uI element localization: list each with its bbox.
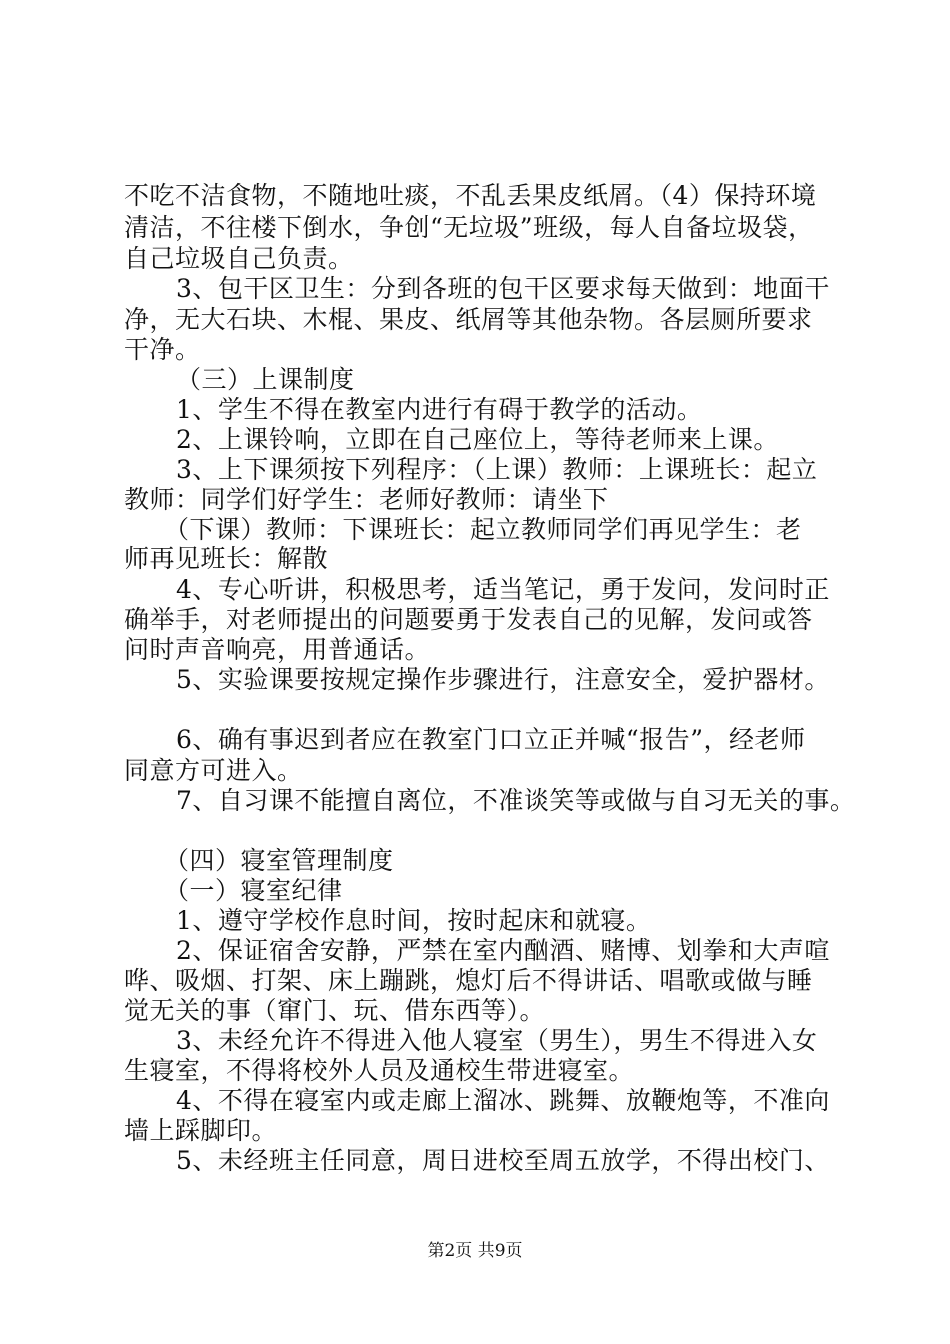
text-line: 生寝室，不得将校外人员及通校生带进寝室。 — [124, 1056, 635, 1085]
text-line: 2、保证宿舍安静，严禁在室内酗酒、赌博、划拳和大声喧 — [176, 936, 830, 965]
text-line: 师再见班长：解散 — [124, 544, 329, 573]
text-line: 2、上课铃响，立即在自己座位上，等待老师来上课。 — [176, 425, 779, 454]
text-line: 清洁，不往楼下倒水，争创“无垃圾”班级，每人自备垃圾袋， — [124, 213, 814, 242]
text-line: 5、实验课要按规定操作步骤进行，注意安全，爱护器材。 — [176, 665, 830, 694]
section-heading: （三）上课制度 — [176, 365, 355, 394]
text-line: 1、遵守学校作息时间，按时起床和就寝。 — [176, 906, 652, 935]
section-heading: （四）寝室管理制度 — [164, 846, 394, 875]
subsection-heading: （一）寝室纪律 — [164, 876, 343, 905]
text-line: 5、未经班主任同意，周日进校至周五放学，不得出校门、 — [176, 1146, 830, 1175]
text-line: 4、专心听讲，积极思考，适当笔记，勇于发问，发问时正 — [176, 575, 830, 604]
text-line: 觉无关的事（窜门、玩、借东西等）。 — [124, 996, 546, 1025]
page-footer: 第2页 共9页 — [427, 1241, 523, 1261]
text-line: 同意方可进入。 — [124, 756, 303, 785]
text-line: 净，无大石块、木棍、果皮、纸屑等其他杂物。各层厕所要求 — [124, 305, 813, 334]
text-line: 3、包干区卫生：分到各班的包干区要求每天做到：地面干 — [176, 274, 830, 303]
text-line: 确举手，对老师提出的问题要勇于发表自己的见解，发问或答 — [124, 605, 813, 634]
text-line: 问时声音响亮，用普通话。 — [124, 635, 431, 664]
text-line: 自己垃圾自己负责。 — [124, 244, 354, 273]
text-line: 6、确有事迟到者应在教室门口立正并喊“报告”，经老师 — [176, 725, 806, 754]
text-line: 4、不得在寝室内或走廊上溜冰、跳舞、放鞭炮等，不准向 — [176, 1086, 830, 1115]
text-line: 墙上踩脚印。 — [124, 1116, 278, 1145]
text-line: 干净。 — [124, 335, 201, 364]
text-line: 3、上下课须按下列程序：（上课）教师：上课班长：起立 — [176, 455, 818, 484]
text-line: （下课）教师：下课班长：起立教师同学们再见学生：老 — [164, 515, 802, 544]
text-line: 哗、吸烟、打架、床上蹦跳，熄灯后不得讲话、唱歌或做与睡 — [124, 966, 813, 995]
text-line: 7、自习课不能擅自离位，不准谈笑等或做与自习无关的事。 — [176, 786, 856, 815]
text-line: 3、未经允许不得进入他人寝室（男生），男生不得进入女 — [176, 1026, 818, 1055]
text-line: 不吃不洁食物，不随地吐痰，不乱丢果皮纸屑。（4）保持环境 — [124, 181, 817, 210]
text-line: 教师：同学们好学生：老师好教师：请坐下 — [124, 485, 609, 514]
text-line: 1、学生不得在教室内进行有碍于教学的活动。 — [176, 395, 703, 424]
